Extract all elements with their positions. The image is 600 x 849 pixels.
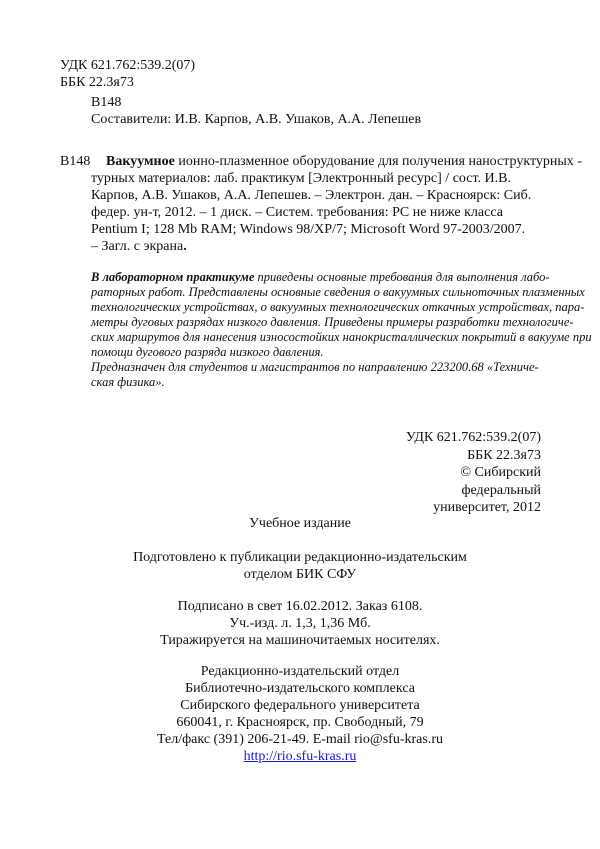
abstract-line-6: помощи дугового разряда низкого давления. xyxy=(91,345,324,359)
prep-line-2: отделом БИК СФУ xyxy=(243,567,357,582)
signed-line: Подписано в свет 16.02.2012. Заказ 6108. xyxy=(177,599,423,614)
copyright-line-2: федеральный xyxy=(461,482,541,498)
header-udk: УДК 621.762:539.2(07) xyxy=(60,58,196,73)
header-bbk: ББК 22.3я73 xyxy=(60,75,134,90)
abstract-line-5: ских маршрутов для нанесения износостойких нанокристаллических покрытий в вакууме при xyxy=(91,330,592,344)
media-line: Тиражируется на машиночитаемых носителях. xyxy=(160,633,440,648)
publisher-line-1: Редакционно-издательский отдел xyxy=(200,664,400,679)
edition-type: Учебное издание xyxy=(249,516,351,531)
copyright-line-3: университет, 2012 xyxy=(433,500,541,515)
right-udk: УДК 621.762:539.2(07) xyxy=(405,430,541,445)
website-row xyxy=(0,748,600,765)
compilers: Составители: И.В. Карпов, А.В. Ушаков, А.А. Лепешев xyxy=(91,112,422,127)
bib-line-2: турных материалов: лаб. практикум [Электронный ресурс] / сост. И.В. xyxy=(91,171,511,186)
abstract-line-2: раторных работ. Представлены основные сведения о вакуумных сильноточных плазменных xyxy=(91,285,585,299)
bib-line-3: Карпов, А.В. Ушаков, А.А. Лепешев. – Электрон. дан. – Красноярск: Сиб. xyxy=(91,188,532,203)
address-line: 660041, г. Красноярск, пр. Свободный, 79 xyxy=(176,715,424,730)
website-link[interactable]: http://rio.sfu-kras.ru xyxy=(243,749,357,764)
abstract-lead-bold: В лабораторном практикуме xyxy=(91,270,255,284)
bib-line-1 xyxy=(106,153,582,170)
publisher-line-2: Библиотечно-издательского комплекса xyxy=(185,681,415,696)
abstract-line-7: Предназначен для студентов и магистрантов по направлению 223200.68 «Техниче- xyxy=(91,360,539,374)
bib-line-1-rest: ионно-плазменное оборудование для получения наноструктурных xyxy=(174,154,574,169)
bib-line-1-end: - xyxy=(573,154,582,169)
prep-line-1: Подготовлено к публикации редакционно-издательским xyxy=(133,550,467,565)
bib-code: В148 xyxy=(60,154,91,169)
abstract-line-4: метры дуговых разрядах низкого давления. Приведены примеры разработки технологиче- xyxy=(91,315,574,329)
header-code: В148 xyxy=(91,95,122,110)
publisher-line-3: Сибирского федерального университета xyxy=(180,698,420,713)
abstract-line-3: технологических устройствах, о вакуумных технологических откачных устройствах, пара- xyxy=(91,300,585,314)
right-block xyxy=(300,429,541,517)
phone-email-line: Тел/факс (391) 206-21-49. E-mail rio@sfu-kras.ru xyxy=(156,732,443,747)
abstract-line-1 xyxy=(91,270,550,285)
right-bbk: ББК 22.3я73 xyxy=(467,447,541,463)
bib-line-6-dot: . xyxy=(183,239,187,254)
bib-line-6-text: – Загл. с экрана xyxy=(91,239,184,254)
abstract-line-1-rest: приведены основные требования для выполнения лабо- xyxy=(254,270,550,284)
bib-line-4: федер. ун-т, 2012. – 1 диск. – Систем. требования: PC не ниже класса xyxy=(91,205,503,220)
copyright-line-1: © Сибирский xyxy=(460,465,541,480)
abstract-line-8: ская физика». xyxy=(91,375,165,389)
bib-title-bold: Вакуумное xyxy=(106,154,175,169)
sheets-line: Уч.-изд. л. 1,3, 1,36 Мб. xyxy=(229,616,371,631)
bib-line-6 xyxy=(91,238,187,255)
bib-line-5: Pentium I; 128 Mb RAM; Windows 98/XP/7; Microsoft Word 97-2003/2007. xyxy=(91,222,526,237)
